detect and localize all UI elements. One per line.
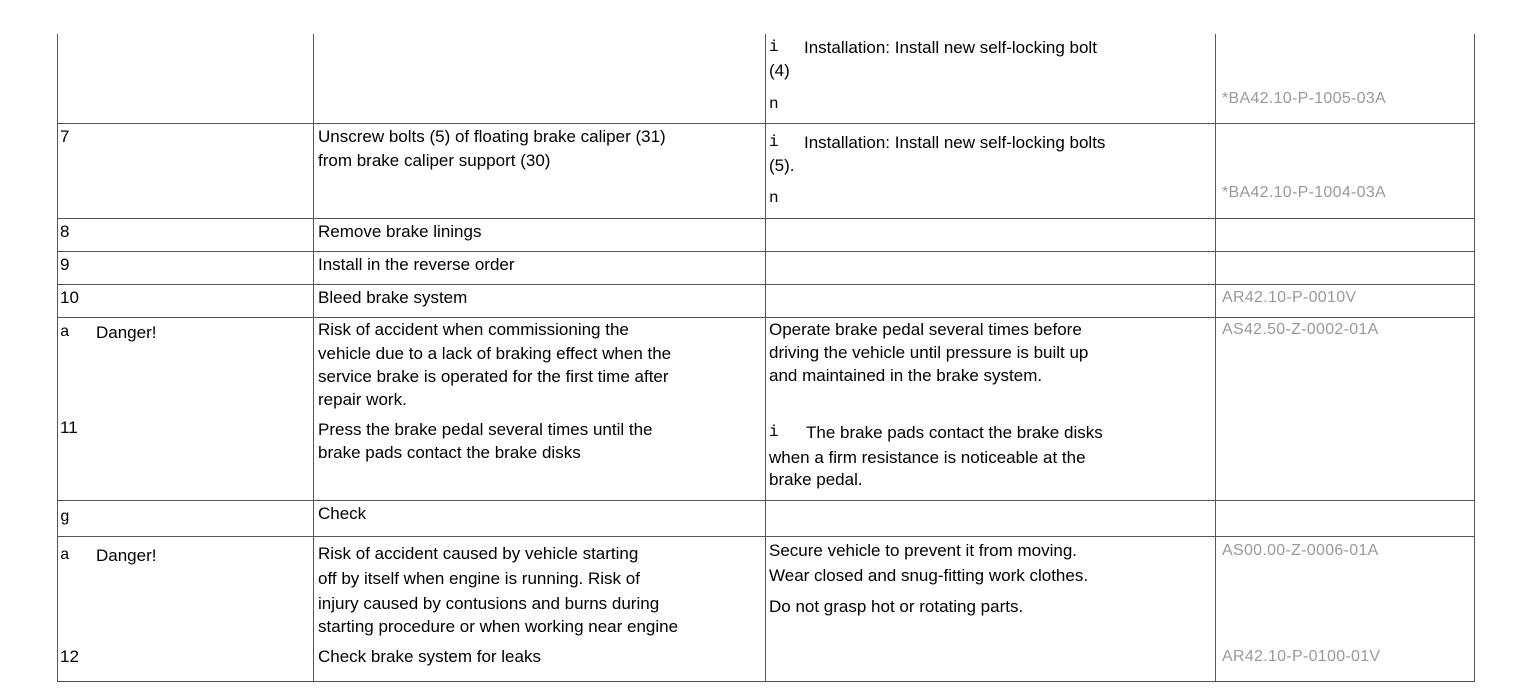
info-icon: i	[769, 38, 779, 56]
note-text: when a firm resistance is noticeable at the	[769, 448, 1086, 467]
danger-label: Danger!	[96, 323, 157, 342]
step-number: 12	[60, 647, 79, 666]
document-reference[interactable]: AS00.00-Z-0006-01A	[1222, 542, 1379, 559]
step-number: 8	[60, 222, 70, 241]
note-text: (5).	[769, 156, 795, 175]
document-reference[interactable]: AR42.10-P-0010V	[1222, 289, 1357, 306]
danger-note: Secure vehicle to prevent it from moving.	[769, 541, 1078, 560]
danger-icon: a	[60, 323, 70, 341]
step-action: Install in the reverse order	[318, 255, 515, 274]
table-row	[58, 501, 1474, 537]
danger-text: vehicle due to a lack of braking effect when the	[318, 344, 672, 363]
note-text: Installation: Install new self-locking bolts	[804, 133, 1106, 152]
step-action: from brake caliper support (30)	[318, 151, 551, 170]
table-row	[58, 219, 1474, 252]
note-marker-icon: n	[769, 189, 779, 207]
danger-note: Operate brake pedal several times before	[769, 320, 1082, 339]
step-action: brake pads contact the brake disks	[318, 443, 581, 462]
step-action: Unscrew bolts (5) of floating brake caliper (31)	[318, 127, 666, 146]
danger-icon: a	[60, 546, 70, 564]
danger-note: driving the vehicle until pressure is built up	[769, 343, 1089, 362]
step-action: Check brake system for leaks	[318, 647, 541, 666]
note-text: brake pedal.	[769, 470, 863, 489]
step-number: 11	[60, 418, 78, 437]
danger-label: Danger!	[96, 546, 157, 565]
danger-note: and maintained in the brake system.	[769, 366, 1043, 385]
procedure-table	[57, 34, 1475, 682]
step-action: Press the brake pedal several times until the	[318, 420, 653, 439]
note-text: Installation: Install new self-locking bolt	[804, 38, 1097, 57]
danger-text: Risk of accident when commissioning the	[318, 320, 629, 339]
step-action: Bleed brake system	[318, 288, 468, 307]
document-reference[interactable]: AS42.50-Z-0002-01A	[1222, 321, 1379, 338]
note-text: (4)	[769, 61, 790, 80]
check-icon: g	[60, 508, 70, 526]
danger-text: service brake is operated for the first time after	[318, 367, 669, 386]
danger-note: Wear closed and snug-fitting work clothes.	[769, 566, 1089, 585]
table-row	[58, 252, 1474, 285]
note-text: The brake pads contact the brake disks	[806, 423, 1103, 442]
step-action: Remove brake linings	[318, 222, 482, 241]
step-number: 9	[60, 255, 70, 274]
document-reference[interactable]: *BA42.10-P-1005-03A	[1222, 90, 1387, 107]
table-row	[58, 318, 1474, 501]
step-action: Check	[318, 504, 367, 523]
info-icon: i	[769, 423, 779, 441]
document-reference[interactable]: *BA42.10-P-1004-03A	[1222, 184, 1387, 201]
info-icon: i	[769, 133, 779, 151]
danger-text: Risk of accident caused by vehicle starting	[318, 544, 639, 563]
danger-text: repair work.	[318, 390, 407, 409]
danger-text: starting procedure or when working near engine	[318, 617, 679, 636]
document-reference[interactable]: AR42.10-P-0100-01V	[1222, 648, 1381, 665]
danger-text: injury caused by contusions and burns during	[318, 594, 660, 613]
table-row	[58, 285, 1474, 318]
table-row	[58, 34, 1474, 124]
danger-note: Do not grasp hot or rotating parts.	[769, 597, 1024, 616]
step-number: 7	[60, 127, 70, 146]
danger-text: off by itself when engine is running. Risk of	[318, 569, 640, 588]
step-number: 10	[60, 288, 79, 307]
note-marker-icon: n	[769, 95, 779, 113]
table-row	[58, 537, 1474, 682]
table-row	[58, 124, 1474, 219]
